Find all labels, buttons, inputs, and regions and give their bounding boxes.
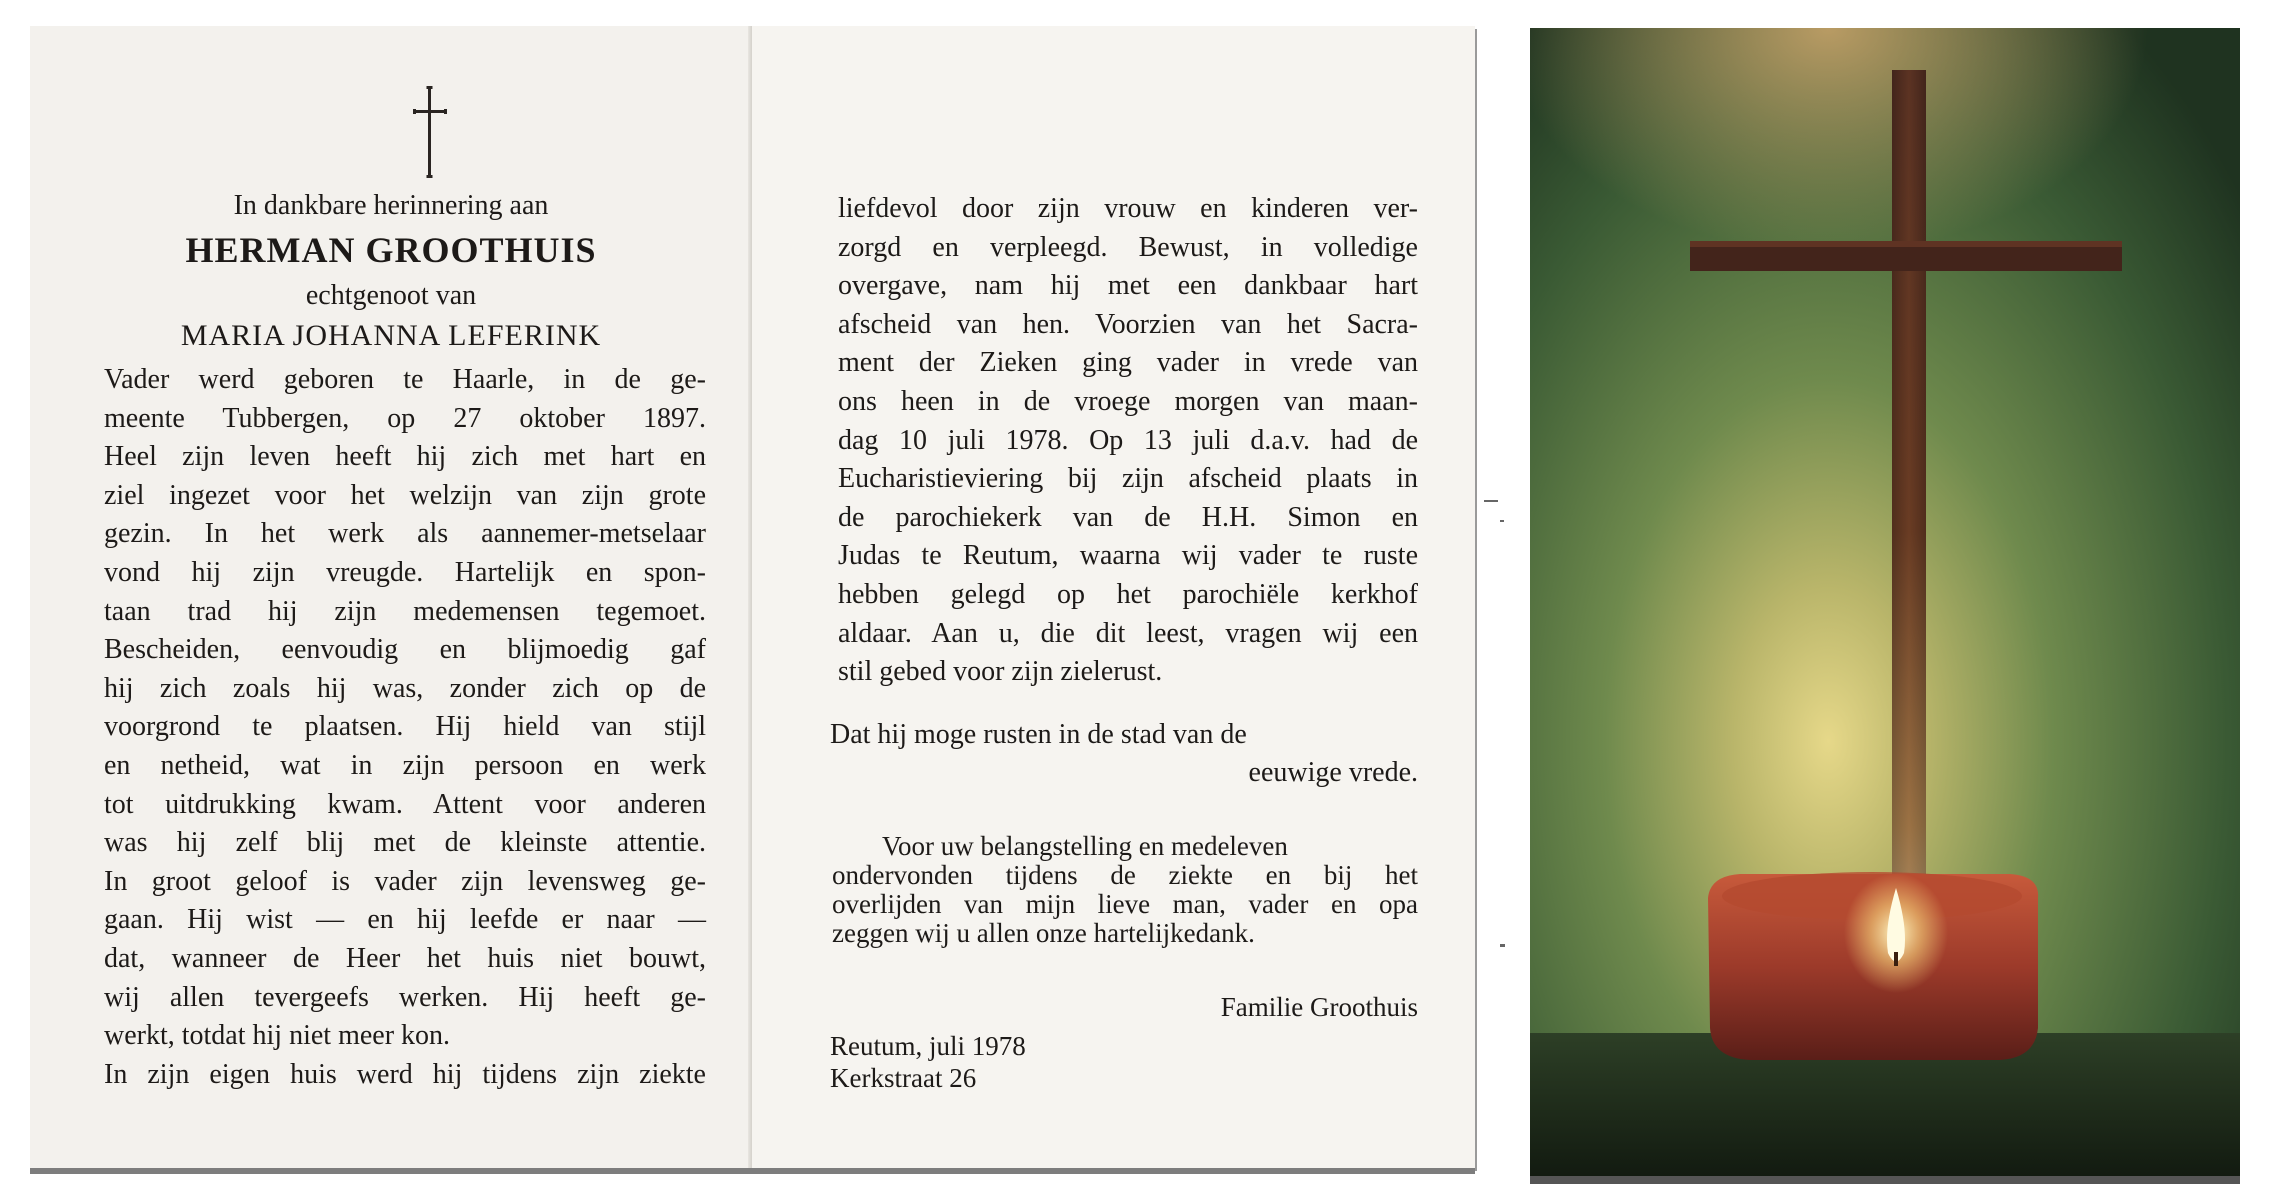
right-body-line: de parochiekerk van de H.H. Simon en xyxy=(838,501,1418,533)
right-body-line: zorgd en verpleegd. Bewust, in volledige xyxy=(838,231,1418,263)
left-body-line: meente Tubbergen, op 27 oktober 1897. xyxy=(104,402,706,434)
right-body-line: Judas te Reutum, waarna wij vader te ruste xyxy=(838,540,1418,572)
cross-candle-photo xyxy=(1530,28,2240,1178)
thanks-line: Voor uw belangstelling en medeleven xyxy=(882,831,1288,861)
left-body-line: Vader werd geboren te Haarle, in de ge- xyxy=(104,364,706,395)
thanks-text xyxy=(832,832,1418,948)
scan-mark xyxy=(1484,500,1498,502)
relation-text: echtgenoot van xyxy=(305,280,477,311)
right-body-line: dag 10 juli 1978. Op 13 juli d.a.v. had de xyxy=(838,424,1418,456)
right-body-text xyxy=(838,190,1418,692)
photo-shadow xyxy=(1530,1176,2240,1184)
left-body-line: ziel ingezet voor het welzijn van zijn grote xyxy=(104,479,706,511)
closing-line-2: eeuwige vrede. xyxy=(1248,757,1418,788)
address: Kerkstraat 26 xyxy=(830,1063,977,1093)
right-body-line: Eucharistieviering bij zijn afscheid plaats in xyxy=(838,463,1418,495)
closing-line-1: Dat hij moge rusten in de stad van de xyxy=(830,719,1247,750)
intro-text: In dankbare herinnering aan xyxy=(233,190,549,221)
left-body-line: werkt, totdat hij niet meer kon. xyxy=(104,1020,451,1052)
signature: Familie Groothuis xyxy=(1220,992,1418,1022)
left-body-line: hij zich zoals hij was, zonder zich op de xyxy=(104,672,706,704)
right-body-line: ons heen in de vroege morgen van maan- xyxy=(838,385,1418,417)
place-date: Reutum, juli 1978 xyxy=(830,1031,1026,1061)
right-body-line: afscheid van hen. Voorzien van het Sacra- xyxy=(838,308,1418,340)
left-body-text xyxy=(104,361,706,1094)
thanks-line: zeggen wij u allen onze hartelijkedank. xyxy=(832,918,1255,948)
left-body-line: gaan. Hij wist — en hij leefde er naar — xyxy=(104,904,706,936)
right-body-line: hebben gelegd op het parochiële kerkhof xyxy=(838,578,1418,610)
left-body-line: In groot geloof is vader zijn levensweg ge- xyxy=(104,865,706,897)
right-body-line: liefdevol door zijn vrouw en kinderen ver- xyxy=(838,193,1418,224)
left-body-line: dat, wanneer de Heer het huis niet bouwt, xyxy=(104,942,706,974)
right-body-line: ment der Zieken ging vader in vrede van xyxy=(838,347,1418,379)
left-body-line: taan trad hij zijn medemensen tegemoet. xyxy=(104,595,706,627)
thanks-line: overlijden van mijn lieve man, vader en opa xyxy=(832,889,1418,919)
prayer-card-open xyxy=(30,26,1475,1168)
deceased-name: HERMAN GROOTHUIS xyxy=(185,230,597,270)
left-page xyxy=(30,26,752,1168)
right-body-line: overgave, nam hij met een dankbaar hart xyxy=(838,270,1418,302)
right-page xyxy=(752,26,1475,1168)
left-body-line: vond hij zijn vreugde. Hartelijk en spon- xyxy=(104,556,706,588)
spouse-name: MARIA JOHANNA LEFERINK xyxy=(180,319,602,352)
cross-candle-image xyxy=(1530,28,2240,1178)
left-body-line: gezin. In het werk als aannemer-metselaar xyxy=(104,518,706,550)
left-body-line: Heel zijn leven heeft hij zich met hart en xyxy=(104,441,706,473)
card-shadow xyxy=(30,1168,1475,1174)
left-body-line: tot uitdrukking kwam. Attent voor anderen xyxy=(104,788,706,820)
scan-mark xyxy=(1500,520,1504,522)
left-body-line: en netheid, wat in zijn persoon en werk xyxy=(104,749,706,781)
left-body-line: was hij zelf blij met de kleinste attentie. xyxy=(104,827,706,859)
left-body-line: voorgrond te plaatsen. Hij hield van stijl xyxy=(104,711,706,743)
left-body-line: Bescheiden, eenvoudig en blijmoedig gaf xyxy=(104,634,706,666)
scan-mark xyxy=(1500,944,1505,947)
cross-icon xyxy=(410,86,450,178)
right-body-line: aldaar. Aan u, die dit leest, vragen wij een xyxy=(838,617,1418,649)
right-body-line: stil gebed voor zijn zielerust. xyxy=(838,656,1163,688)
thanks-line: ondervonden tijdens de ziekte en bij het xyxy=(832,860,1418,890)
left-body-line: wij allen tevergeefs werken. Hij heeft ge- xyxy=(104,981,706,1013)
left-body-line: In zijn eigen huis werd hij tijdens zijn ziekte xyxy=(104,1058,706,1090)
